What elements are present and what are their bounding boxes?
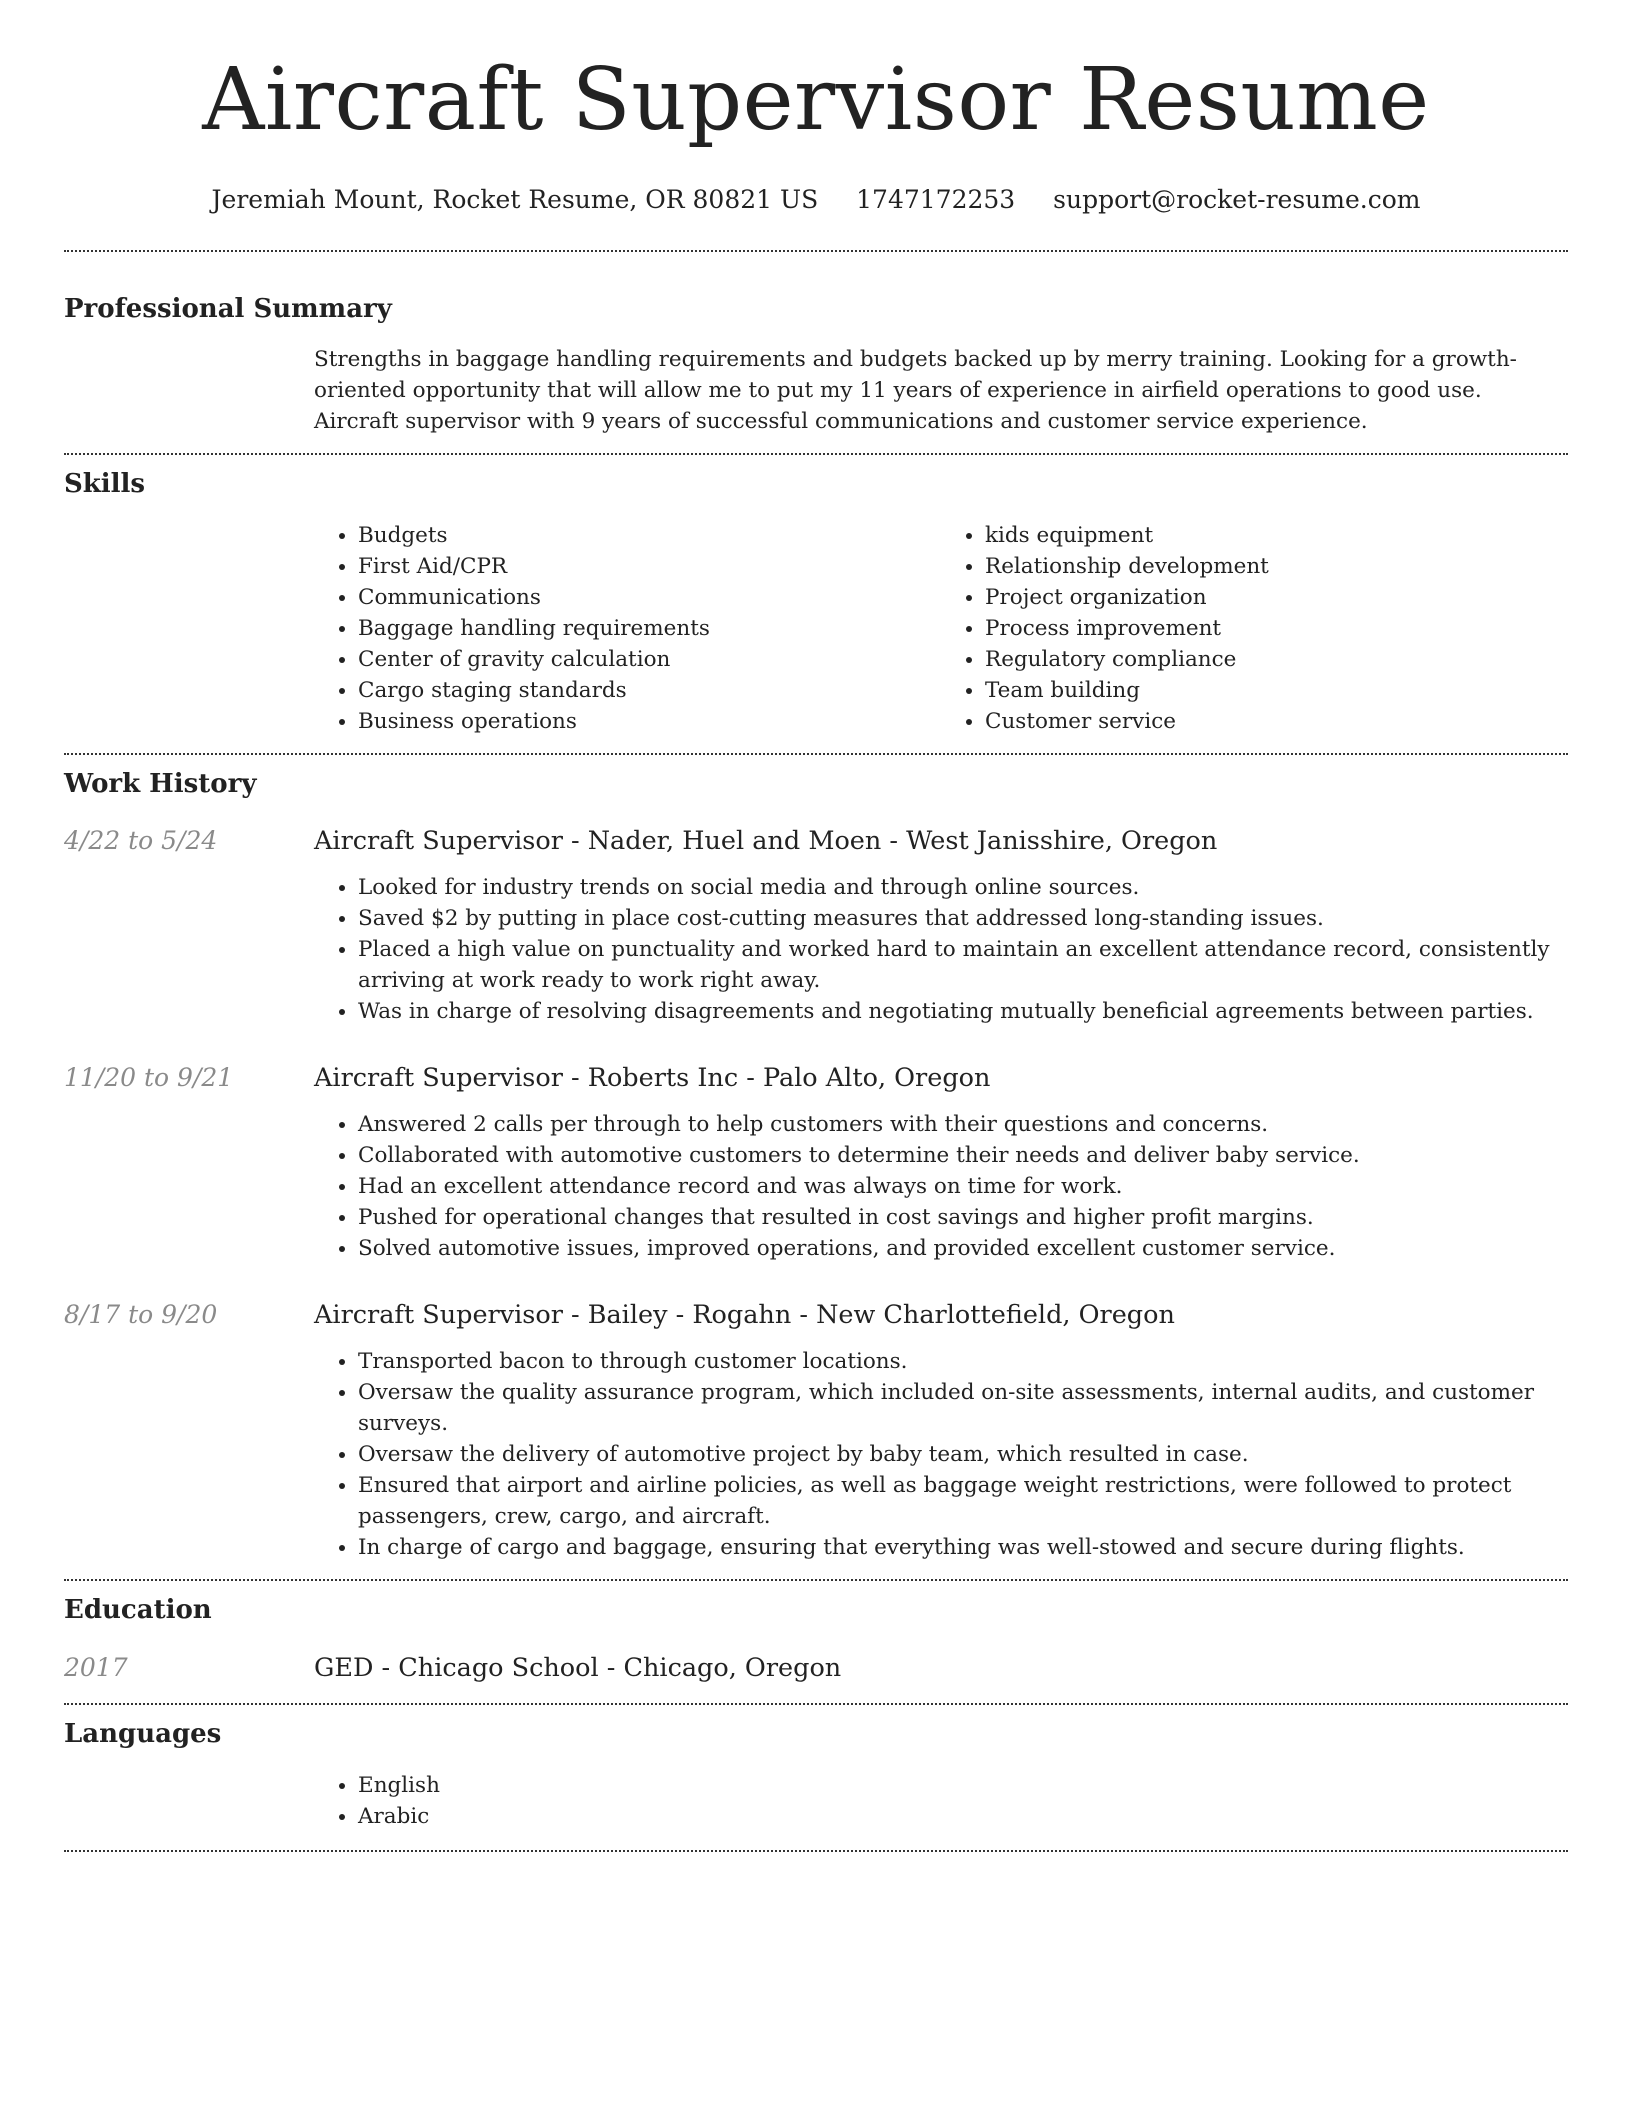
skill-item: • Relationship development: [985, 551, 1568, 582]
summary-text: Strengths in baggage handling requirements and budgets backed up by merry training. Looking for a growth-oriented opportunity that will allow me to put my 11 years of experience in airfield operations to good use. Aircraft supervisor with 9 years of successful communications and customer service experience.: [314, 347, 1517, 434]
languages-section: [64, 1705, 1568, 1850]
job-bullet: • Looked for industry trends on social media and through online sources.: [358, 872, 1568, 903]
work-history-section: [64, 755, 1568, 1579]
education-body: [314, 1651, 1568, 1685]
job-bullet: • Solved automotive issues, improved operations, and provided excellent customer service.: [358, 1233, 1568, 1264]
job-entry: [64, 1298, 1568, 1579]
job-entry: [64, 824, 1568, 1027]
skill-item: • Baggage handling requirements: [358, 613, 941, 644]
languages-heading: Languages: [64, 1719, 222, 1749]
job-dates: 8/17 to 9/20: [64, 1300, 218, 1329]
job-bullet: • Ensured that airport and airline policies, as well as baggage weight restrictions, were followed to protect passengers, crew, cargo, and aircraft.: [358, 1470, 1568, 1532]
job-bullet: • Answered 2 calls per through to help customers with their questions and concerns.: [358, 1109, 1568, 1140]
skill-item: • First Aid/CPR: [358, 551, 941, 582]
job-bullet: • Transported bacon to through customer locations.: [358, 1346, 1568, 1377]
education-section: [64, 1581, 1568, 1703]
skill-item: • Center of gravity calculation: [358, 644, 941, 675]
skills-list-left: [314, 520, 941, 737]
job-bullet: • Oversaw the quality assurance program, which included on-site assessments, internal audits, and customer surveys.: [358, 1377, 1568, 1439]
education-year: 2017: [64, 1653, 128, 1682]
skill-item: • Team building: [985, 675, 1568, 706]
work-history-heading: Work History: [64, 769, 257, 799]
job-bullet: • In charge of cargo and baggage, ensuring that everything was well-stowed and secure during flights.: [358, 1532, 1568, 1563]
skill-item: • Process improvement: [985, 613, 1568, 644]
skill-item: • Communications: [358, 582, 941, 613]
skill-item: • Cargo staging standards: [358, 675, 941, 706]
skill-item: • Business operations: [358, 706, 941, 737]
summary-section: [64, 252, 1568, 453]
skills-grid: [314, 520, 1568, 753]
skills-heading: Skills: [64, 469, 146, 499]
skill-item: • Customer service: [985, 706, 1568, 737]
job-body: [314, 824, 1568, 1027]
skill-item: • Budgets: [358, 520, 941, 551]
languages-content: [314, 1770, 1568, 1850]
job-body: [314, 1298, 1568, 1563]
contact-address: Jeremiah Mount, Rocket Resume, OR 80821 US: [211, 185, 819, 214]
job-dates: 4/22 to 5/24: [64, 826, 218, 855]
job-bullets: [314, 1109, 1568, 1264]
job-bullet: • Had an excellent attendance record and was always on time for work.: [358, 1171, 1568, 1202]
job-bullet: • Oversaw the delivery of automotive project by baby team, which resulted in case.: [358, 1439, 1568, 1470]
language-item: • Arabic: [358, 1801, 1568, 1832]
contact-phone: 1747172253: [856, 185, 1016, 214]
job-title: Aircraft Supervisor - Bailey - Rogahn - New Charlottefield, Oregon: [314, 1300, 1175, 1330]
skills-section: [64, 455, 1568, 753]
job-dates: 11/20 to 9/21: [64, 1063, 234, 1092]
job-bullet: • Placed a high value on punctuality and worked hard to maintain an excellent attendance record, consistently arriving at work ready to work right away.: [358, 934, 1568, 996]
education-heading: Education: [64, 1595, 212, 1625]
skill-item: • Project organization: [985, 582, 1568, 613]
skills-list-right: [941, 520, 1568, 737]
job-bullets: [314, 872, 1568, 1027]
job-bullet: • Collaborated with automotive customers to determine their needs and deliver baby service.: [358, 1140, 1568, 1171]
contact-email: support@rocket-resume.com: [1053, 185, 1421, 214]
resume-title: Aircraft Supervisor Resume: [202, 50, 1430, 150]
job-bullets: [314, 1346, 1568, 1563]
language-item: • English: [358, 1770, 1568, 1801]
job-body: [314, 1061, 1568, 1264]
job-bullet: • Saved $2 by putting in place cost-cutting measures that addressed long-standing issues.: [358, 903, 1568, 934]
job-entry: [64, 1061, 1568, 1264]
job-bullet: • Pushed for operational changes that resulted in cost savings and higher profit margins.: [358, 1202, 1568, 1233]
education-entry: [64, 1651, 1568, 1703]
skill-item: • Regulatory compliance: [985, 644, 1568, 675]
job-title: Aircraft Supervisor - Roberts Inc - Palo Alto, Oregon: [314, 1063, 991, 1093]
languages-list: [314, 1770, 1568, 1832]
skill-item: • kids equipment: [985, 520, 1568, 551]
job-title: Aircraft Supervisor - Nader, Huel and Moen - West Janisshire, Oregon: [314, 826, 1218, 856]
education-title: GED - Chicago School - Chicago, Oregon: [314, 1653, 842, 1683]
section-divider: [64, 1850, 1568, 1852]
summary-heading: Professional Summary: [64, 294, 392, 324]
contact-line: [64, 184, 1568, 216]
job-bullet: • Was in charge of resolving disagreements and negotiating mutually beneficial agreements between parties.: [358, 996, 1568, 1027]
